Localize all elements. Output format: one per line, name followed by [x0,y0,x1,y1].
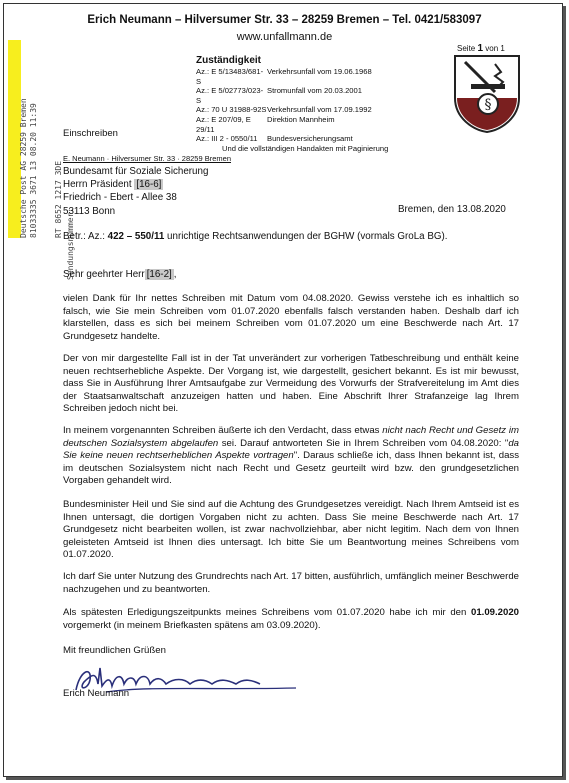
body-paragraph: Ich darf Sie unter Nutzung des Grundrechts nach Art. 17 bitten, ausführlich, umfänglich meiner Beschwerde nachzugehen und zu beantworten. [63,571,519,595]
case-reference-row [196,134,388,144]
text-run: ". Daraus schließe ich, dass Ihnen bekannt ist, dass im deutschen Sozialsystem nicht nach Recht und Gesetz geurteilt wird bzw. den grundgesetzlichen Vorgaben gehandelt wird. [63,450,520,487]
stamp-line: Sendungsnummer: [66,207,75,280]
subject-line [63,231,447,242]
subject-prefix: Betr.: Az.: [63,231,108,242]
text-run: sei. Darauf antworteten Sie in Ihrem Schreiben vom 04.08.2020: " [218,437,509,449]
address-salutation: Herrn Präsident [63,179,135,191]
subject-reference: 422 – 550/11 [107,231,165,242]
body-paragraph [63,425,519,488]
case-ref: Az.: E 5/13483/681-S [196,67,264,86]
case-reference-footer: Und die vollständigen Handakten mit Paginierung [222,143,389,153]
letter-date: Bremen, den 13.08.2020 [398,204,506,215]
letterhead-website: www.unfallmann.de [236,31,333,43]
case-ref: Az.: 70 U 31988-92S [196,105,267,115]
address-line: Friedrich - Ebert - Allee 38 [63,192,177,204]
case-reference-row [196,105,388,115]
address-line: Bundesamt für Soziale Sicherung [63,166,209,177]
case-reference-row [196,86,388,105]
stamp-line: RT 8652 1217 3DE [54,160,63,238]
address-line [63,178,208,191]
signature-name: Erich Neumann [63,688,130,699]
case-desc: Stromunfall vom 20.03.2001 [267,86,362,96]
text-run-italic: nicht nach Recht und Gesetz im deutschen Sozialsystem abgelaufen [63,425,519,449]
case-ref: Az.: E 5/02773/023-S [196,86,264,105]
case-ref: Az.: E 207/09, E 29/11 [196,114,251,134]
text-run-italic: da Sie keine neuen rechtserheblichen Aspekte vortragen [63,437,519,462]
coat-of-arms-logo [451,54,523,134]
salutation-text: Sehr geehrter Herr [63,269,145,280]
redaction-marker: [16-6] [136,179,162,191]
letterhead-line: Erich Neumann – Hilversumer Str. 33 – 28259 Bremen – Tel. 0421/583097 [87,14,482,26]
case-ref: Az.: III 2 - 0550/11 [196,134,258,144]
text-run: Als spätesten Erledigungszeitpunkts meines Schreibens vom 01.07.2020 habe ich mir den [63,607,471,618]
recipient-address [63,165,208,218]
registered-mail-label: Einschreiben [63,128,118,139]
page-current: 1 [477,43,484,54]
stamp-line: Deutsche Post AG 28259 Bremen [19,98,28,238]
deadline-date: 01.09.2020 [470,607,519,618]
body-paragraph: Der von mir dargestellte Fall ist in der Tat unverändert zur vorherigen Tatbeschreibung und enthält keine neuen rechtserhebliche Aspekte. Der Vorgang ist, wie dargestellt, gesichert bekannt. Es ist mir bewusst, dass Sie in Ausführung Ihrer Amtsaufgabe zur Vermeidung des Vorwurfs der Strafvereitelung im Amt dies der Staatsanwaltschaft anzuzeigen hatten und haben. Eine Abschrift Ihrer Strafanzeige lag Ihrem Schreiben jedoch nicht bei. [63,353,519,415]
stamp-line: 81033335 3671 13 08.20 11:39 [29,103,38,238]
text-run: vorgemerkt (in meinem Briefkasten spätens am 03.09.2020). [63,619,321,631]
address-line: 53113 Bonn [63,205,116,217]
case-desc: Bundesversicherungsamt [267,134,353,144]
case-reference-row [196,115,388,134]
sender-line: E. Neumann · Hilversumer Str. 33 · 28259 Bremen [63,154,231,163]
redaction-marker: [16-2] [146,269,172,280]
svg-text:§: § [484,97,492,113]
case-reference-list [196,67,388,153]
page-suffix: von 1 [483,44,505,53]
page-number [457,43,505,54]
closing: Mit freundlichen Grüßen [63,645,166,656]
salutation-punct: , [173,269,177,280]
subject-text: unrichtige Rechtsanwendungen der BGHW (vormals GroLa BG). [164,231,448,242]
case-desc: Verkehrsunfall vom 17.09.1992 [267,105,372,115]
text-run: In meinem vorgenannten Schreiben äußerte ich den Verdacht, dass etwas [63,425,383,436]
page-prefix: Seite [457,44,478,53]
case-desc: Verkehrsunfall vom 19.06.1968 [267,67,372,76]
salutation [63,269,176,280]
body-paragraph: Bundesminister Heil und Sie sind auf die Achtung des Grundgesetzes vereidigt. Nach Ihrem Amtseid ist es Ihnen untersagt, die dortigen Vorgaben nicht zu achten. Dass Sie meine Beschwerde nach Art. 17 Grundgesetz nicht bearbeiten wollen, ist zwar nachvollziehbar, aber nicht legitim. Nach dem von Ihnen geleisteten Amtseid ist Ihnen dies untersagt. Ich bitte Sie um Beantwortung meines Schreibens vom 01.07.2020. [63,499,519,561]
case-desc: Direktion Mannheim [267,114,335,124]
body-paragraph: vielen Dank für Ihr nettes Schreiben mit Datum vom 04.08.2020. Gewiss verstehe ich es inhaltlich so falsch, wie Sie mein Schreiben vom 01.07.2020 ebenfalls falsch verstanden haben. Deshalb darf ich klarstellen, dass es sich bei meinem Schreiben vom 01.07.2020 um eine Beschwerde nach Art. 17 Grundgesetz handelte. [63,293,519,342]
body-paragraph [63,607,519,632]
jurisdiction-title: Zuständigkeit [196,55,262,66]
case-reference-row [196,67,388,86]
